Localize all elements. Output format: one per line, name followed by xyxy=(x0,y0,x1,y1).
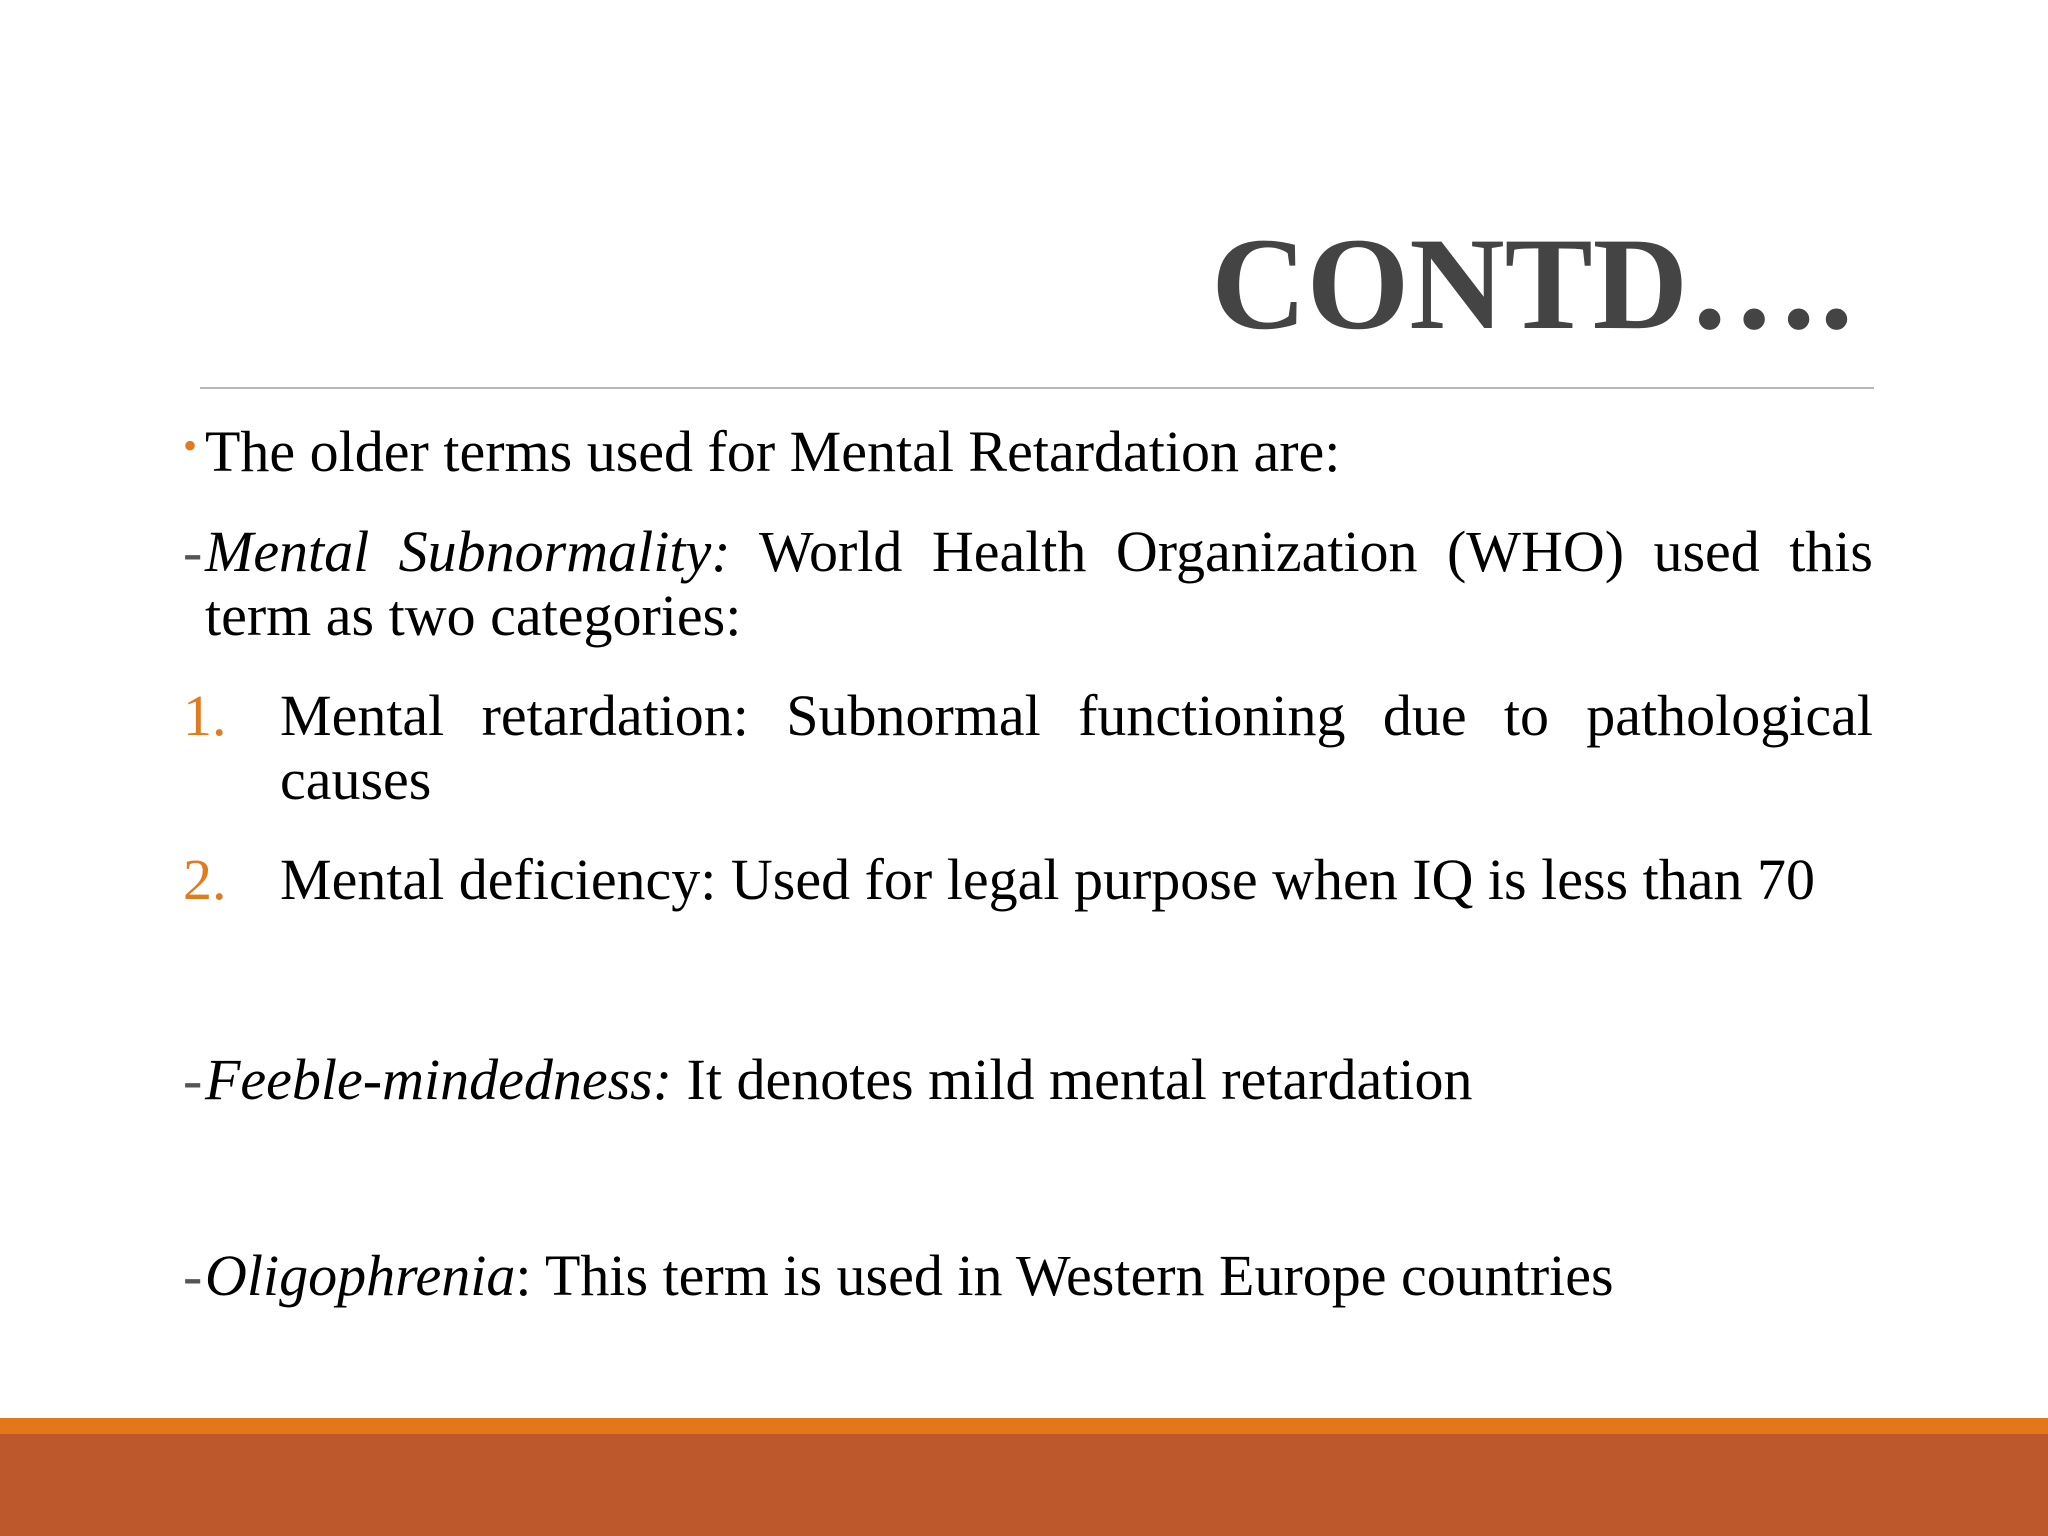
feeble-line xyxy=(183,1048,1873,1112)
category-item-1 xyxy=(183,684,1873,812)
subnormality-line xyxy=(183,520,1873,648)
subnormality-term: Mental Subnormality: xyxy=(205,519,731,584)
oligophrenia-text: : This term is used in Western Europe countries xyxy=(515,1243,1614,1308)
dash-icon: - xyxy=(183,1047,203,1112)
dash-icon: - xyxy=(183,519,203,584)
feeble-text: It denotes mild mental retardation xyxy=(672,1047,1473,1112)
feeble-term: Feeble-mindedness: xyxy=(205,1047,673,1112)
category-item-2 xyxy=(183,848,1873,912)
intro-line xyxy=(183,420,1873,484)
oligophrenia-term: Oligophrenia xyxy=(205,1243,516,1308)
category-text: Mental deficiency: Used for legal purpose when IQ is less than 70 xyxy=(280,847,1815,912)
list-number: 2. xyxy=(183,847,227,912)
bullet-icon: • xyxy=(183,423,198,468)
slide-body xyxy=(183,420,1873,1308)
list-number: 1. xyxy=(183,683,227,748)
slide-title: CONTD…. xyxy=(1211,210,1853,357)
footer-accent-stripe xyxy=(0,1418,2048,1434)
category-text: Mental retardation: Subnormal functioning due to pathological causes xyxy=(280,683,1873,812)
intro-text: The older terms used for Mental Retardation are: xyxy=(205,419,1341,484)
subnormality-text: World Health Organization (WHO) used this term as two categories: xyxy=(205,519,1873,648)
footer-band xyxy=(0,1434,2048,1536)
oligophrenia-line xyxy=(183,1244,1873,1308)
dash-icon: - xyxy=(183,1243,203,1308)
title-divider xyxy=(200,387,1874,389)
